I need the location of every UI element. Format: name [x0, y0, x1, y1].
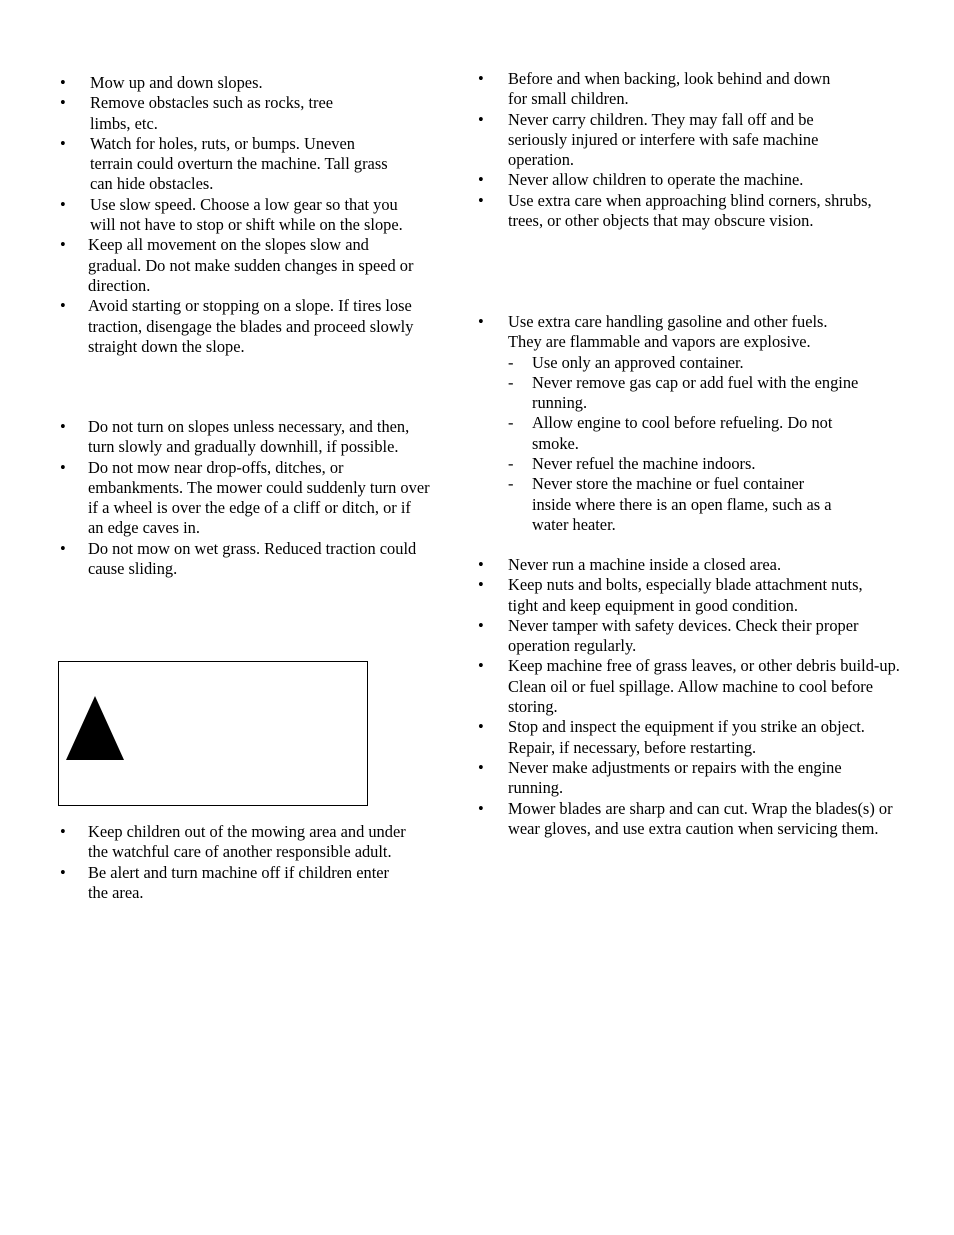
- list-item: • Never make adjustments or repairs with the engine running.: [478, 757, 842, 798]
- list-item: • Use slow speed. Choose a low gear so that you will not have to stop or shift while on the slope.: [60, 194, 403, 235]
- bullet: •: [478, 555, 484, 574]
- list-item: • Do not mow on wet grass. Reduced traction could cause sliding.: [60, 538, 417, 579]
- sub-list-item: - Never refuel the machine indoors.: [508, 454, 756, 474]
- dash: -: [508, 413, 514, 433]
- list-item: • Mower blades are sharp and can cut. Wrap the blades(s) or wear gloves, and use extra caution when servicing them.: [478, 798, 893, 838]
- list-item: • Never allow children to operate the machine.: [478, 170, 804, 190]
- bullet: •: [60, 538, 66, 558]
- sub-list-item: - Never remove gas cap or add fuel with the engine running.: [508, 372, 859, 413]
- list-item: • Never tamper with safety devices. Check their proper operation regularly.: [478, 615, 859, 656]
- list-item: • Keep children out of the mowing area and under the watchful care of another responsible adult.: [60, 822, 406, 862]
- list-item: • Use extra care when approaching blind corners, shrubs, trees, or other objects that may obscure vision.: [478, 190, 872, 231]
- list-item: • Keep all movement on the slopes slow and gradual. Do not make sudden changes in speed or direction.: [60, 235, 414, 295]
- bullet: •: [478, 190, 484, 210]
- list-item: • Mow up and down slopes.: [60, 73, 263, 92]
- bullet: •: [60, 862, 66, 882]
- bullet: •: [60, 296, 66, 316]
- bullet: •: [478, 757, 484, 777]
- bullet: •: [60, 133, 66, 153]
- bullet: •: [60, 73, 66, 92]
- bullet: •: [60, 194, 66, 214]
- dash: -: [508, 372, 514, 392]
- bullet: •: [60, 93, 66, 113]
- dash: -: [508, 352, 514, 372]
- children-safety-list: [470, 69, 954, 231]
- bullet: •: [478, 170, 484, 190]
- bullet: •: [478, 69, 484, 88]
- list-item: • Never carry children. They may fall off and be seriously injured or interfere with safe machine operation.: [478, 109, 819, 170]
- dash: -: [508, 454, 514, 474]
- bullet: •: [478, 109, 484, 129]
- sub-list-item: - Never store the machine or fuel container inside where there is an open flame, such as a water heater.: [508, 474, 832, 534]
- bullet: •: [478, 575, 484, 595]
- bullet: •: [478, 312, 484, 331]
- list-item: • Do not turn on slopes unless necessary, and then, turn slowly and gradually downhill, if possible.: [60, 417, 410, 457]
- list-item: • Keep machine free of grass leaves, or other debris build-up. Clean oil or fuel spillage. Allow machine to cool before storing.: [478, 656, 900, 717]
- list-item: • Keep nuts and bolts, especially blade attachment nuts, tight and keep equipment in good condition.: [478, 575, 863, 615]
- warning-box: [58, 661, 368, 806]
- bullet: •: [60, 417, 66, 436]
- dash: -: [508, 474, 514, 494]
- bullet: •: [60, 235, 66, 255]
- list-item: • Be alert and turn machine off if children enter the area.: [60, 862, 389, 902]
- list-item: • Remove obstacles such as rocks, tree limbs, etc.: [60, 93, 334, 133]
- sub-list-item: - Allow engine to cool before refueling. Do not smoke.: [508, 413, 833, 453]
- list-item: • Watch for holes, ruts, or bumps. Uneven terrain could overturn the machine. Tall grass can hide obstacles.: [60, 133, 388, 194]
- bullet: •: [478, 798, 484, 818]
- sub-list-item: - Use only an approved container.: [508, 352, 744, 372]
- list-item: • Stop and inspect the equipment if you strike an object. Repair, if necessary, before restarting.: [478, 717, 865, 757]
- list-item: • Use extra care handling gasoline and other fuels. They are flammable and vapors are explosive.: [478, 312, 828, 352]
- bullet: •: [478, 656, 484, 676]
- fuel-safety-list: [470, 312, 954, 535]
- bullet: •: [478, 717, 484, 737]
- bullet: •: [60, 457, 66, 477]
- bullet: •: [478, 615, 484, 635]
- slope-safety-list: [0, 73, 480, 357]
- list-item: • Avoid starting or stopping on a slope. If tires lose traction, disengage the blades and proceed slowly straight down the slope.: [60, 296, 414, 356]
- warning-triangle-icon: [64, 694, 126, 762]
- maintenance-safety-list: [470, 555, 954, 839]
- children-area-list: [0, 822, 480, 903]
- do-not-list: [0, 417, 480, 579]
- list-item: • Never run a machine inside a closed area.: [478, 555, 782, 574]
- bullet: •: [60, 822, 66, 841]
- list-item: • Before and when backing, look behind and down for small children.: [478, 69, 831, 109]
- list-item: • Do not mow near drop-offs, ditches, or embankments. The mower could suddenly turn over if a wheel is over the edge of a cliff or ditch, or if an edge caves in.: [60, 457, 430, 538]
